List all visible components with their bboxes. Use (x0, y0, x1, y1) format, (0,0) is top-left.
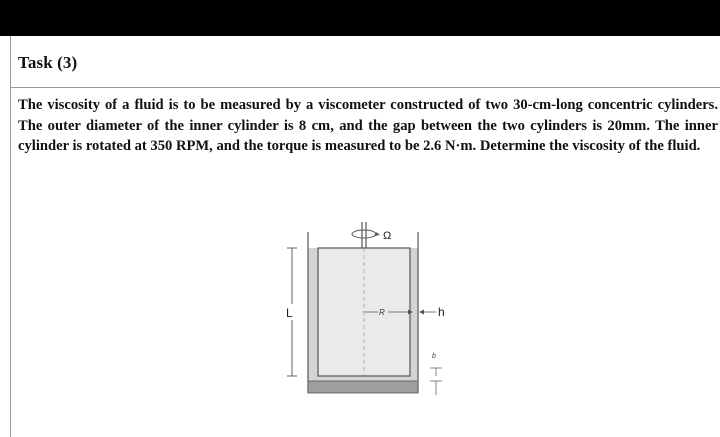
outer-cylinder-base (308, 381, 418, 393)
top-bar (0, 0, 720, 36)
gap-arrowhead-icon (419, 310, 424, 315)
gap-label: h (438, 305, 445, 319)
bottom-gap-label: b (432, 353, 436, 360)
length-label: L (286, 306, 293, 320)
rotation-arrow-icon (352, 230, 376, 238)
radius-label: R (379, 308, 385, 317)
viscometer-diagram (270, 218, 470, 403)
omega-label: Ω (383, 230, 392, 242)
title-divider (10, 87, 720, 88)
problem-text: The viscosity of a fluid is to be measured by a viscometer constructed of two 30-cm-long concentric cylinders. The outer diameter of the inner cylinder is 8 cm, and the gap between the two cylinders is 20mm. The inner cylinder is rotated at 350 RPM, and the torque is measured to be 2.6 N·m. Determine the viscosity of the fluid. (18, 97, 718, 155)
task-title: Task (3) (18, 53, 78, 72)
viscometer-figure (270, 218, 470, 403)
